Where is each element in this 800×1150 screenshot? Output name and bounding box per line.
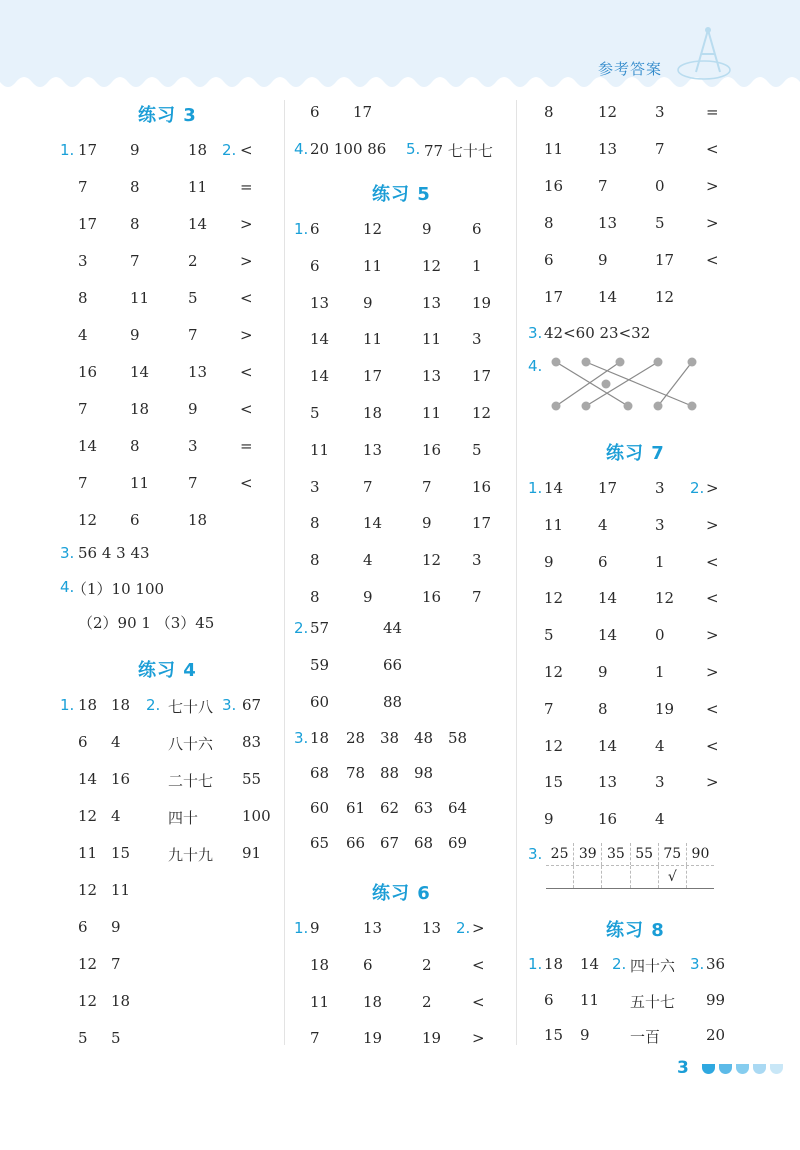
- answer-cell: 62: [380, 799, 400, 817]
- answer-cell: <: [706, 140, 719, 158]
- answer-cell: 3: [472, 551, 482, 570]
- question-number: 3.: [294, 729, 309, 747]
- answer-cell: >: [706, 663, 719, 681]
- answer-cell: 14: [363, 514, 383, 533]
- answer-cell: 63: [414, 799, 434, 817]
- answer-cell: <: [240, 141, 253, 159]
- question-number: 4.: [294, 140, 309, 158]
- page-number: 3: [677, 1058, 689, 1078]
- answer-cell: 4: [363, 551, 373, 570]
- column-divider: [284, 100, 285, 1045]
- table-cell: 90: [686, 843, 714, 865]
- answer-cell: 6: [78, 918, 88, 936]
- answer-cell: 13: [310, 293, 330, 312]
- answer-cell: 12: [78, 992, 98, 1010]
- question-number: 3.: [222, 696, 237, 714]
- answer-cell: 6: [310, 103, 320, 121]
- table-cell: 75: [658, 843, 686, 865]
- answer-cell: 20: [706, 1026, 726, 1044]
- answer-cell: >: [706, 773, 719, 792]
- answer-cell: 18: [188, 511, 208, 529]
- answer-cell: 19: [472, 293, 492, 312]
- answer-cell: 9: [598, 251, 608, 269]
- answer-line: 42<60 23<32: [544, 324, 651, 342]
- answer-cell: 5: [544, 626, 554, 645]
- answer-cell: 98: [414, 764, 434, 782]
- answer-cell: 14: [544, 479, 564, 497]
- answer-key-title: 参考答案: [598, 60, 663, 78]
- answer-cell: 14: [598, 589, 618, 608]
- answer-cell: 91: [242, 844, 262, 862]
- section-heading: 练习 5: [372, 184, 431, 205]
- answer-cell: 9: [422, 220, 432, 238]
- answer-cell: 11: [544, 140, 564, 158]
- question-number: 3.: [528, 324, 543, 342]
- answer-cell: 16: [78, 363, 98, 381]
- answer-cell: 18: [310, 955, 330, 974]
- answer-cell: 13: [188, 363, 208, 381]
- table-cell: 25: [550, 846, 569, 862]
- answer-cell: 8: [310, 588, 320, 606]
- answer-cell: 3: [188, 437, 198, 455]
- answer-cell: 12: [544, 589, 564, 608]
- answer-cell: <: [240, 474, 253, 492]
- answer-cell: >: [472, 919, 485, 937]
- answer-cell: 7: [655, 140, 665, 158]
- table-row: [546, 866, 714, 889]
- answer-cell: 七十八: [168, 698, 214, 716]
- answer-cell: 0: [655, 177, 665, 195]
- answer-cell: 14: [598, 626, 618, 645]
- answer-cell: 18: [130, 400, 150, 418]
- answer-cell: 14: [598, 288, 618, 306]
- answer-cell: 四十: [168, 809, 199, 827]
- answer-cell: 9: [363, 293, 373, 312]
- answer-cell: 12: [78, 955, 98, 973]
- matching-diagram: [540, 354, 720, 414]
- answer-cell: 11: [310, 992, 330, 1011]
- decorative-dot: [736, 1064, 749, 1074]
- answer-cell: 59: [310, 655, 330, 674]
- question-number: 5.: [406, 140, 421, 158]
- answer-cell: 13: [422, 293, 442, 312]
- answer-cell: 11: [78, 844, 98, 862]
- table-cell: √: [658, 866, 686, 888]
- answer-cell: 100: [242, 807, 271, 825]
- answer-cell: 11: [188, 178, 208, 196]
- answer-cell: 八十六: [168, 735, 214, 753]
- question-number: 2.: [456, 919, 471, 937]
- answer-cell: 55: [242, 770, 262, 788]
- answer-cell: 18: [111, 992, 131, 1010]
- answer-cell: 9: [130, 141, 140, 159]
- answer-cell: 38: [380, 729, 400, 747]
- answer-cell: 6: [78, 733, 88, 751]
- answer-cell: >: [240, 252, 253, 270]
- answer-cell: 14: [580, 955, 600, 973]
- table-cell: 55: [630, 843, 658, 865]
- answer-cell: 9: [544, 552, 554, 571]
- section-heading: 练习 7: [606, 443, 665, 464]
- table-row: [546, 843, 714, 866]
- answer-cell: 18: [544, 955, 564, 973]
- answer-cell: 二十七: [168, 772, 214, 790]
- answer-cell: 0: [655, 626, 665, 645]
- answer-cell: 6: [598, 552, 608, 571]
- answer-cell: 69: [448, 834, 468, 852]
- answer-cell: 16: [111, 770, 131, 788]
- answer-cell: 11: [363, 330, 383, 349]
- answer-cell: 8: [598, 699, 608, 718]
- answer-cell: 66: [383, 655, 403, 674]
- answer-cell: 6: [544, 990, 554, 1009]
- answer-cell: 4: [111, 733, 121, 751]
- answer-cell: 88: [380, 764, 400, 782]
- answer-cell: 17: [353, 103, 373, 121]
- answer-cell: 7: [130, 252, 140, 270]
- answer-cell: 11: [310, 440, 330, 459]
- question-number: 1.: [60, 696, 75, 714]
- answer-cell: 6: [130, 511, 140, 529]
- answer-cell: 6: [472, 220, 482, 238]
- answer-cell: 17: [544, 288, 564, 306]
- answer-cell: 3: [655, 479, 665, 497]
- answer-cell: 18: [363, 992, 383, 1011]
- answer-cell: >: [706, 515, 719, 534]
- question-number: 3.: [690, 955, 705, 973]
- answer-cell: 4: [111, 807, 121, 825]
- answer-cell: 18: [188, 141, 208, 159]
- answer-cell: 15: [111, 844, 131, 862]
- answer-cell: 78: [346, 764, 366, 782]
- question-number: 1.: [294, 220, 309, 238]
- answer-cell: 8: [130, 437, 140, 455]
- table-cell: [686, 866, 714, 888]
- table-cell: [573, 866, 601, 888]
- answer-cell: 8: [130, 178, 140, 196]
- answer-cell: 13: [598, 773, 618, 792]
- answer-cell: 14: [310, 367, 330, 386]
- answer-cell: >: [240, 326, 253, 344]
- answer-cell: 四十六: [630, 957, 676, 975]
- answer-cell: 4: [655, 736, 665, 755]
- question-number: 3.: [528, 845, 543, 863]
- answer-cell: 7: [363, 477, 373, 496]
- question-number: 1.: [528, 479, 543, 497]
- answer-cell: 48: [414, 729, 434, 747]
- question-number: 1.: [60, 141, 75, 159]
- answer-cell: 12: [472, 404, 492, 422]
- column-divider: [516, 100, 517, 1045]
- answer-cell: 19: [363, 1029, 383, 1048]
- answer-cell: 65: [310, 834, 330, 852]
- answer-cell: 16: [422, 440, 442, 459]
- table-cell: 35: [601, 843, 629, 865]
- answer-cell: <: [472, 955, 485, 974]
- answer-cell: 7: [544, 699, 554, 718]
- answer-cell: 3: [655, 515, 665, 534]
- answer-cell: <: [706, 736, 719, 755]
- answer-cell: 3: [78, 252, 88, 270]
- answer-cell: 6: [363, 955, 373, 974]
- answer-cell: 12: [655, 288, 675, 306]
- answer-cell: 11: [422, 330, 442, 349]
- answer-cell: 3: [655, 773, 665, 792]
- answer-cell: 11: [422, 404, 442, 422]
- question-number: 4.: [60, 578, 75, 596]
- answer-cell: 88: [383, 692, 403, 711]
- answer-cell: <: [240, 289, 253, 307]
- question-number: 2.: [146, 696, 161, 714]
- answer-cell: 5: [188, 289, 198, 307]
- answer-cell: 36: [706, 955, 726, 973]
- answer-cell: 8: [310, 514, 320, 533]
- answer-cell: 68: [310, 764, 330, 782]
- section-heading: 练习 4: [138, 660, 197, 681]
- answer-cell: <: [706, 699, 719, 718]
- answer-cell: 9: [310, 919, 320, 937]
- answer-cell: 13: [363, 440, 383, 459]
- question-number: 2.: [294, 619, 309, 637]
- answer-cell: 17: [78, 215, 98, 233]
- answer-cell: 11: [544, 515, 564, 534]
- answer-cell: <: [240, 363, 253, 381]
- question-number: 1.: [528, 955, 543, 973]
- answer-cell: 17: [655, 251, 675, 269]
- answer-cell: 13: [598, 140, 618, 158]
- answer-line: 77 七十七: [424, 142, 493, 160]
- answer-cell: 19: [422, 1029, 442, 1048]
- answer-cell: 4: [655, 810, 665, 829]
- question-number: 3.: [60, 544, 75, 562]
- decorative-dot: [770, 1064, 783, 1074]
- answer-cell: 28: [346, 729, 366, 747]
- answer-cell: 5: [655, 214, 665, 232]
- table-cell: [546, 866, 573, 888]
- answer-cell: 64: [448, 799, 468, 817]
- answer-cell: 9: [363, 588, 373, 606]
- answer-cell: >: [706, 626, 719, 645]
- answer-cell: 6: [310, 256, 320, 275]
- answer-cell: 9: [580, 1026, 590, 1044]
- table-cell: 39: [573, 843, 601, 865]
- answer-line: （2）90 1 （3）45: [78, 614, 215, 632]
- decorative-dot: [702, 1064, 715, 1074]
- answer-cell: 4: [78, 326, 88, 344]
- answer-cell: 12: [363, 220, 383, 238]
- answer-cell: 16: [472, 477, 492, 496]
- answer-cell: 13: [422, 367, 442, 386]
- answer-cell: 15: [544, 773, 564, 792]
- answer-line: 56 4 3 43: [78, 544, 150, 562]
- answer-cell: 11: [111, 881, 131, 899]
- answer-cell: 7: [78, 400, 88, 418]
- comparison-table: [546, 843, 714, 889]
- answer-cell: 8: [78, 289, 88, 307]
- question-number: 2.: [222, 141, 237, 159]
- answer-cell: 60: [310, 799, 330, 817]
- answer-cell: 13: [363, 919, 383, 937]
- table-cell: [630, 866, 658, 888]
- answer-cell: 2: [422, 955, 432, 974]
- answer-cell: 18: [363, 404, 383, 422]
- section-heading: 练习 8: [606, 920, 665, 941]
- answer-cell: 7: [422, 477, 432, 496]
- answer-cell: <: [706, 552, 719, 571]
- answer-cell: 一百: [630, 1028, 661, 1046]
- answer-cell: 12: [78, 881, 98, 899]
- answer-cell: 18: [78, 696, 98, 714]
- answer-cell: 8: [310, 551, 320, 570]
- answer-cell: 12: [598, 103, 618, 121]
- answer-cell: 2: [188, 252, 198, 270]
- answer-cell: 18: [111, 696, 131, 714]
- answer-cell: 11: [363, 256, 383, 275]
- answer-cell: 1: [655, 552, 665, 571]
- section-heading: 练习 3: [138, 105, 197, 126]
- answer-cell: 12: [422, 256, 442, 275]
- question-number: 1.: [294, 919, 309, 937]
- answer-cell: 9: [544, 810, 554, 829]
- answer-cell: 58: [448, 729, 468, 747]
- table-cell: [601, 866, 629, 888]
- answer-cell: 8: [544, 103, 554, 121]
- answer-cell: =: [240, 437, 253, 455]
- question-number: 2.: [690, 479, 705, 497]
- answer-cell: 13: [422, 919, 442, 937]
- answer-cell: 16: [598, 810, 618, 829]
- answer-cell: 9: [111, 918, 121, 936]
- answer-cell: 8: [544, 214, 554, 232]
- answer-cell: 67: [242, 696, 262, 714]
- answer-cell: 16: [544, 177, 564, 195]
- answer-cell: 11: [130, 474, 150, 492]
- answer-cell: 五十七: [630, 992, 676, 1011]
- section-heading: 练习 6: [372, 883, 431, 904]
- answer-cell: <: [706, 251, 719, 269]
- answer-cell: 17: [472, 514, 492, 533]
- answer-cell: >: [240, 215, 253, 233]
- answer-cell: 1: [655, 663, 665, 681]
- answer-cell: 7: [111, 955, 121, 973]
- answer-cell: 17: [472, 367, 492, 386]
- answer-cell: 60: [310, 692, 330, 711]
- answer-cell: 61: [346, 799, 366, 817]
- answer-cell: 5: [78, 1029, 88, 1047]
- answer-cell: 11: [580, 990, 600, 1009]
- answer-cell: 3: [310, 477, 320, 496]
- answer-cell: 2: [422, 992, 432, 1011]
- answer-cell: >: [706, 214, 719, 232]
- answer-cell: 14: [598, 736, 618, 755]
- answer-cell: >: [472, 1029, 485, 1048]
- answer-cell: 12: [78, 807, 98, 825]
- answer-cell: <: [706, 589, 719, 608]
- answer-cell: 99: [706, 990, 726, 1009]
- answer-cell: 66: [346, 834, 366, 852]
- answer-cell: =: [240, 178, 253, 196]
- answer-cell: 19: [655, 699, 675, 718]
- answer-cell: 11: [130, 289, 150, 307]
- answer-cell: 6: [544, 251, 554, 269]
- answer-cell: 44: [383, 619, 403, 637]
- answer-cell: 16: [422, 588, 442, 606]
- answer-cell: 9: [598, 663, 608, 681]
- answer-cell: 9: [130, 326, 140, 344]
- answer-cell: 14: [78, 770, 98, 788]
- answer-cell: <: [472, 992, 485, 1011]
- answer-cell: 7: [78, 474, 88, 492]
- answer-cell: 8: [130, 215, 140, 233]
- answer-cell: 7: [188, 474, 198, 492]
- answer-cell: 14: [310, 330, 330, 349]
- decorative-dot: [719, 1064, 732, 1074]
- answer-cell: 7: [472, 588, 482, 606]
- answer-cell: 14: [78, 437, 98, 455]
- question-number: 4.: [528, 357, 543, 375]
- answer-line: 20 100 86: [310, 140, 387, 158]
- answer-cell: 14: [188, 215, 208, 233]
- answer-cell: 12: [655, 589, 675, 608]
- answer-cell: 17: [78, 141, 98, 159]
- answer-cell: 17: [363, 367, 383, 386]
- answer-cell: 6: [310, 220, 320, 238]
- answer-cell: 14: [130, 363, 150, 381]
- answer-cell: 5: [310, 404, 320, 422]
- answer-cell: 67: [380, 834, 400, 852]
- answer-cell: 13: [598, 214, 618, 232]
- answer-cell: 5: [472, 440, 482, 459]
- answer-cell: 18: [310, 729, 330, 747]
- answer-cell: 12: [544, 736, 564, 755]
- answer-cell: 九十九: [168, 846, 214, 864]
- answer-cell: 7: [310, 1029, 320, 1048]
- answer-cell: 1: [472, 256, 482, 275]
- compass-icon: [676, 24, 740, 86]
- answer-cell: 83: [242, 733, 262, 751]
- answer-cell: 7: [598, 177, 608, 195]
- answer-cell: >: [706, 177, 719, 195]
- answer-cell: 5: [111, 1029, 121, 1047]
- answer-cell: 15: [544, 1026, 564, 1044]
- decorative-dot: [753, 1064, 766, 1074]
- answer-cell: 4: [598, 515, 608, 534]
- answer-cell: >: [706, 479, 719, 497]
- answer-cell: 12: [422, 551, 442, 570]
- answer-cell: 57: [310, 619, 330, 637]
- answer-cell: =: [706, 103, 719, 121]
- answer-cell: 17: [598, 479, 618, 497]
- answer-cell: 9: [422, 514, 432, 533]
- answer-cell: 68: [414, 834, 434, 852]
- answer-cell: 7: [188, 326, 198, 344]
- answer-cell: 7: [78, 178, 88, 196]
- answer-cell: 3: [655, 103, 665, 121]
- answer-cell: 12: [544, 663, 564, 681]
- answer-line: （1）10 100: [72, 580, 165, 598]
- answer-cell: 9: [188, 400, 198, 418]
- question-number: 2.: [612, 955, 627, 973]
- answer-cell: 3: [472, 330, 482, 349]
- answer-cell: 12: [78, 511, 98, 529]
- answer-cell: <: [240, 400, 253, 418]
